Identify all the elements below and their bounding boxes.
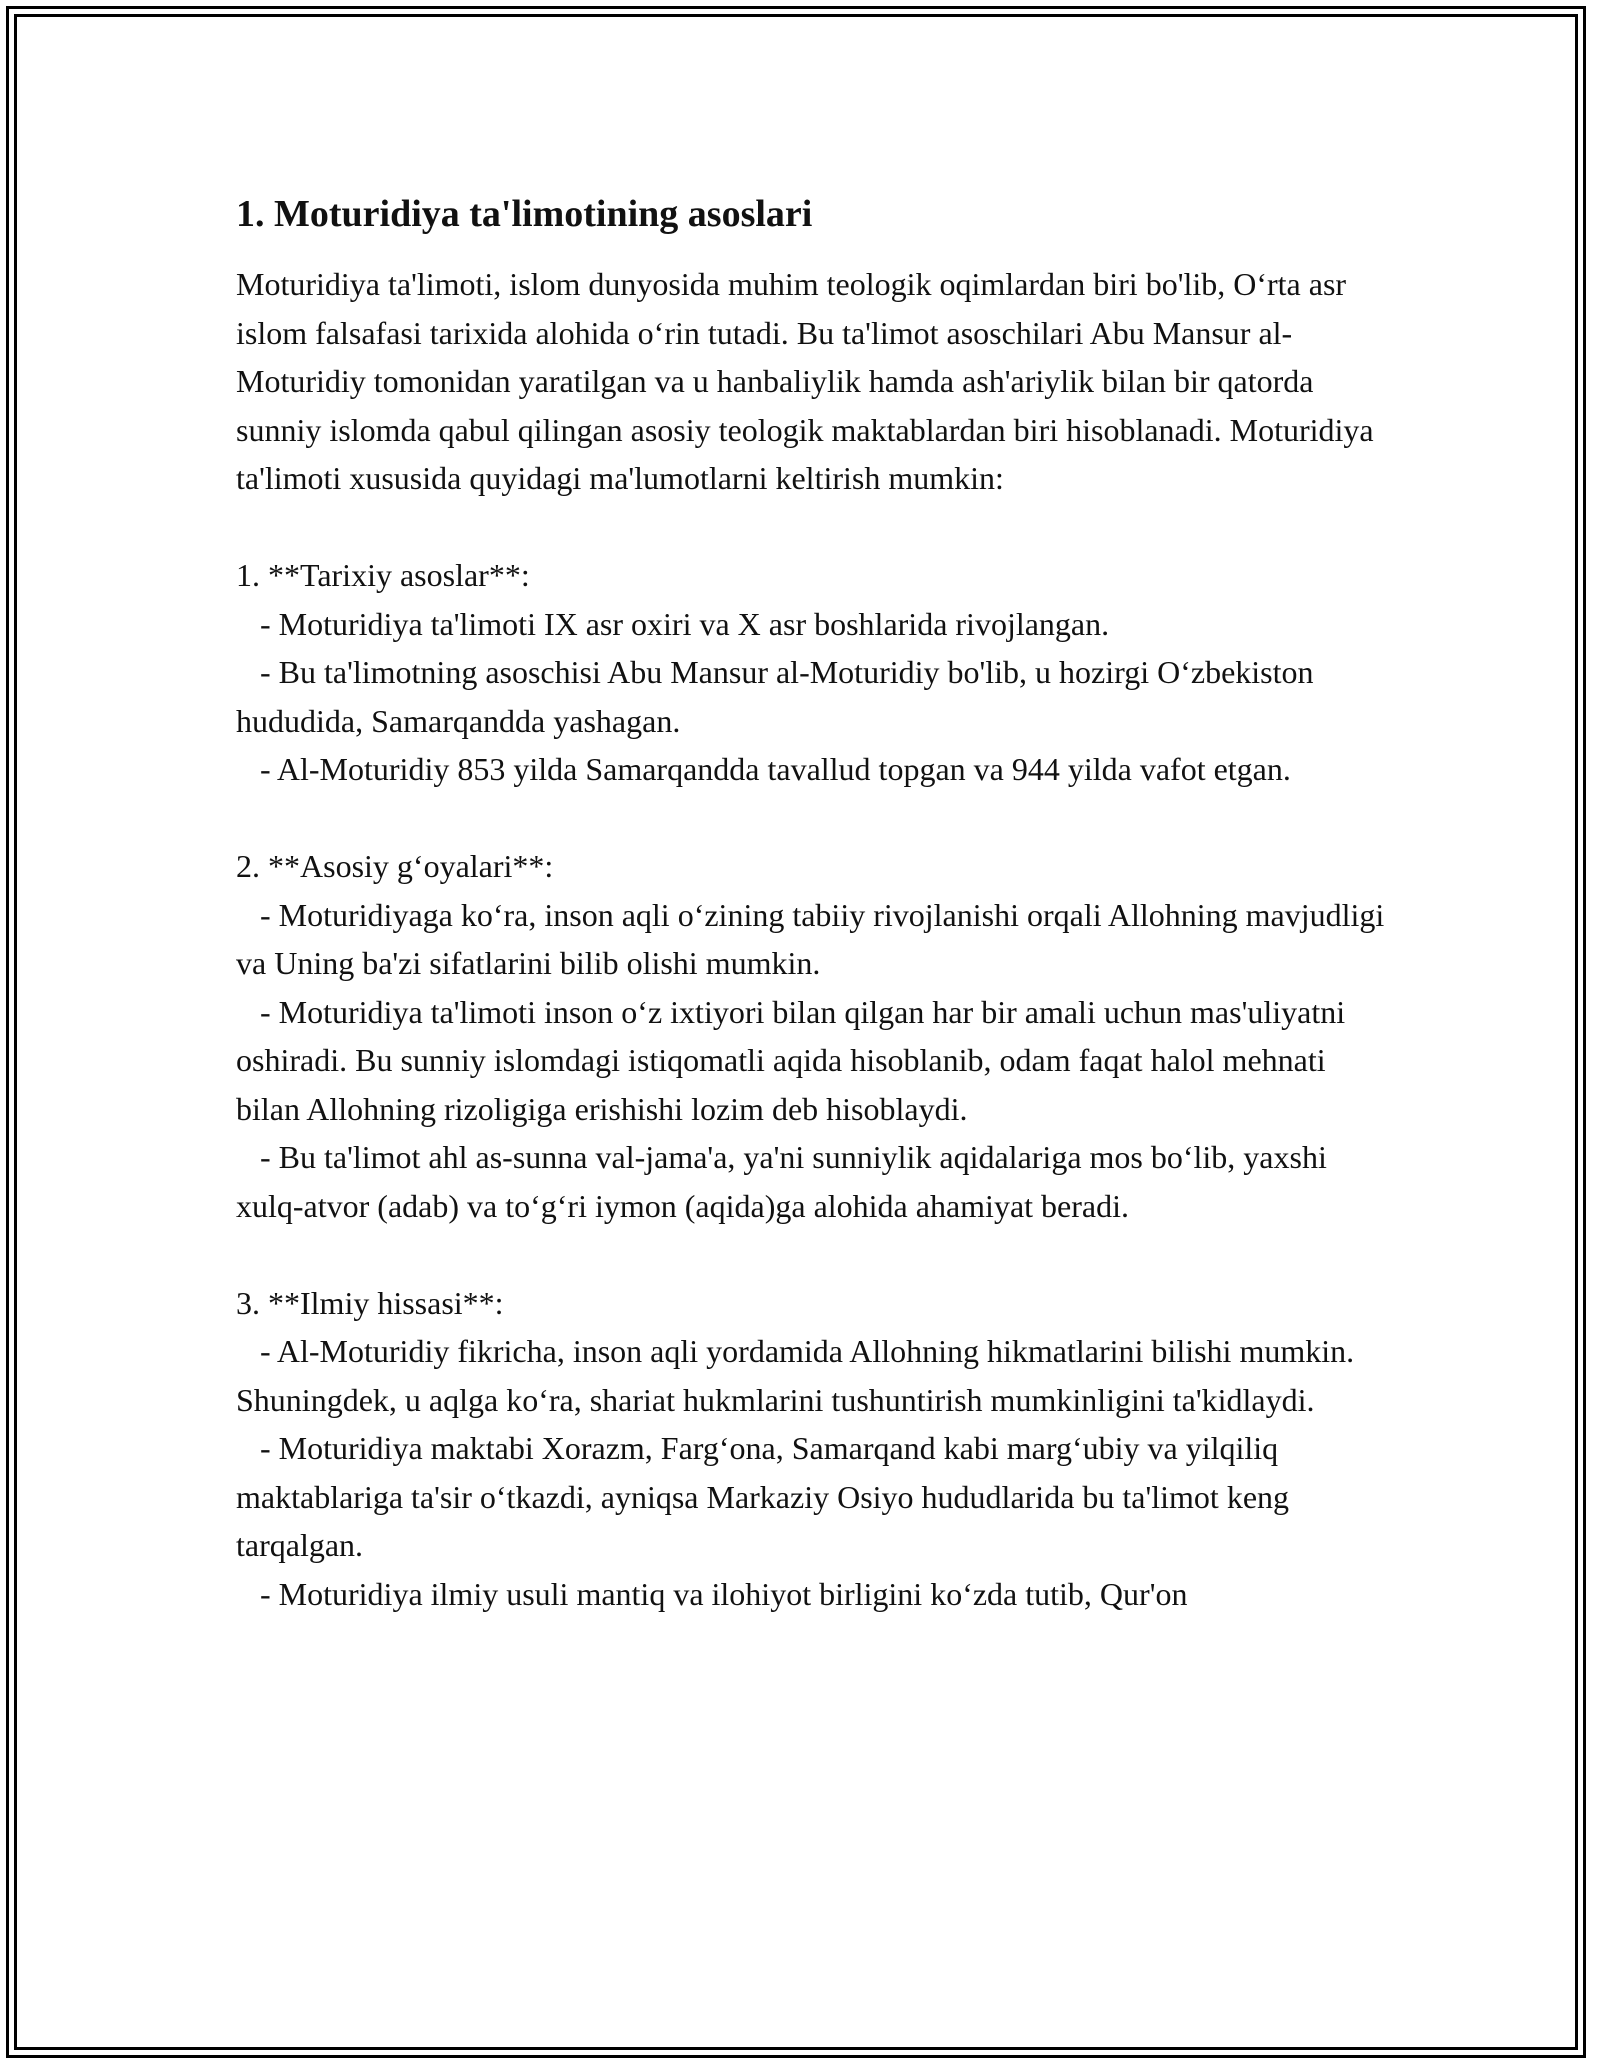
document-body: [236, 186, 1396, 1618]
section-heading: 1. **Tarixiy asoslar**:: [236, 557, 530, 593]
bullet-text: - Moturidiyaga ko‘ra, inson aqli o‘zining tabiiy rivojlanishi orqali Allohning mavjudligi va Uning ba'zi sifatlarini bilib olishi mumkin.: [236, 896, 1385, 981]
section-scientific-contribution: [236, 1279, 1396, 1619]
bullet-text: - Al-Moturidiy 853 yilda Samarqandda tavallud topgan va 944 yilda vafot etgan.: [260, 751, 1291, 787]
section-main-ideas: [236, 842, 1396, 1230]
bullet-item: [236, 1133, 1396, 1230]
bullet-item: [236, 648, 1396, 745]
bullet-item: [236, 600, 1396, 649]
bullet-text: - Bu ta'limot ahl as-sunna val-jama'a, ya'ni sunniylik aqidalariga mos bo‘lib, yaxshi xulq-atvor (adab) va to‘g‘ri iymon (aqida)ga alohida ahamiyat beradi.: [236, 1139, 1327, 1224]
bullet-text: - Moturidiya ilmiy usuli mantiq va ilohiyot birligini ko‘zda tutib, Qur'on: [260, 1575, 1188, 1612]
section-historical-foundations: [236, 551, 1396, 794]
bullet-item: [236, 891, 1396, 988]
bullet-item: [236, 1327, 1396, 1424]
bullet-item: [236, 745, 1396, 794]
bullet-item: [236, 988, 1396, 1134]
bullet-text: - Bu ta'limotning asoschisi Abu Mansur al-Moturidiy bo'lib, u hozirgi O‘zbekiston hududida, Samarqandda yashagan.: [236, 654, 1314, 739]
bullet-item: [236, 1570, 1396, 1619]
bullet-text: - Moturidiya ta'limoti IX asr oxiri va X asr boshlarida rivojlangan.: [260, 605, 1110, 642]
intro-paragraph: Moturidiya ta'limoti, islom dunyosida muhim teologik oqimlardan biri bo'lib, O‘rta asr islom falsafasi tarixida alohida o‘rin tutadi. Bu ta'limot asoschilari Abu Mansur al-Moturidiy tomonidan yaratilgan va u hanbaliylik hamda ash'ariylik bilan bir qatorda sunniy islomda qabul qilingan asosiy teologik maktablardan biri hisoblanadi. Moturidiya ta'limoti xususida quyidagi ma'lumotlarni keltirish mumkin:: [236, 266, 1374, 496]
section-heading: 2. **Asosiy g‘oyalari**:: [236, 848, 554, 884]
section-heading: 3. **Ilmiy hissasi**:: [236, 1284, 504, 1321]
bullet-text: - Al-Moturidiy fikricha, inson aqli yordamida Allohning hikmatlarini bilishi mumkin. Shuningdek, u aqlga ko‘ra, shariat hukmlarini tushuntirish mumkinligini ta'kidlaydi.: [236, 1333, 1355, 1418]
bullet-text: - Moturidiya ta'limoti inson o‘z ixtiyori bilan qilgan har bir amali uchun mas'uliyatni oshiradi. Bu sunniy islomdagi istiqomatli aqida hisoblanib, odam faqat halol mehnati bilan Allohning rizoligiga erishishi lozim deb hisoblaydi.: [236, 993, 1346, 1127]
bullet-item: [236, 1424, 1396, 1570]
bullet-text: - Moturidiya maktabi Xorazm, Farg‘ona, Samarqand kabi marg‘ubiy va yilqiliq maktablariga ta'sir o‘tkazdi, ayniqsa Markaziy Osiyo hududlarida bu ta'limot keng tarqalgan.: [236, 1430, 1290, 1563]
document-title: 1. Moturidiya ta'limotining asoslari: [236, 193, 813, 235]
